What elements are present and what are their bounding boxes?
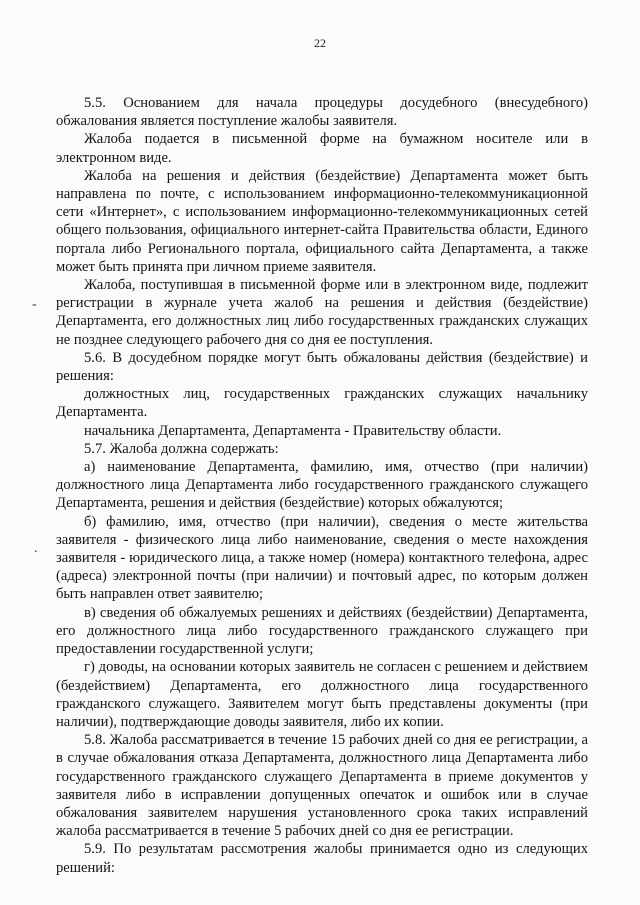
margin-dot-mark: . bbox=[34, 541, 38, 556]
paragraph-complaint-channels: Жалоба на решения и действия (бездействие) Департамента может быть направлена по почте, с использованием информационно-телекоммуникационной сети «Интернет», с использованием информационно-телекоммуникационных сетей общего пользования, официального интернет-сайта Правительства области, Единого портала либо Регионального портала, официального сайта Департамента, а также может быть принята при личном приеме заявителя. bbox=[56, 167, 588, 275]
margin-dash-mark: - bbox=[32, 297, 37, 312]
paragraph-5-7: 5.7. Жалоба должна содержать: bbox=[84, 440, 279, 457]
paragraph-complaint-form: Жалоба подается в письменной форме на бумажном носителе или в электронном виде. bbox=[56, 131, 588, 166]
paragraph-item-g: г) доводы, на основании которых заявитель не согласен с решением и действием (бездействием) Департамента, его должностного лица государственного гражданского служащего. Заявителем могут быть представлены документы (при наличии), подтверждающие доводы заявителя, либо их копии. bbox=[56, 659, 588, 730]
paragraph-5-6: 5.6. В досудебном порядке могут быть обжалованы действия (бездействие) и решения: bbox=[56, 349, 588, 385]
page-number: 22 bbox=[314, 36, 326, 50]
paragraph-item-b: б) фамилию, имя, отчество (при наличии), сведения о месте жительства заявителя - физического лица либо наименование, сведения о месте нахождения заявителя - юридического лица, а также номер (номера) контактного телефона, адрес (адреса) электронной почты (при наличии) и почтовый адрес, по которым должен быть направлен ответ заявителю; bbox=[56, 513, 588, 603]
paragraph-5-5: 5.5. Основанием для начала процедуры досудебного (внесудебного) обжалования является поступление жалобы заявителя. bbox=[56, 95, 588, 130]
paragraph-complaint-registration: Жалоба, поступившая в письменной форме или в электронном виде, подлежит регистрации в журнале учета жалоб на решения и действия (бездействие) Департамента, его должностных лиц либо государственных гражданских служащих не позднее следующего рабочего дня со дня ее поступления. bbox=[56, 277, 588, 348]
paragraph-officials-appeal: должностных лиц, государственных гражданских служащих начальнику Департамента. bbox=[56, 386, 588, 421]
paragraph-item-v: в) сведения об обжалуемых решениях и действиях (бездействии) Департамента, его должностного лица либо государственного гражданского служащего при предоставлении государственной услуги; bbox=[56, 604, 588, 658]
paragraph-5-9: 5.9. По результатам рассмотрения жалобы принимается одно из следующих решений: bbox=[56, 841, 588, 876]
document-body bbox=[56, 94, 588, 877]
paragraph-5-8: 5.8. Жалоба рассматривается в течение 15 рабочих дней со дня ее регистрации, а в случае обжалования отказа Департамента, должностного лица Департамента либо государственного гражданского служащего Департамента в приеме документов у заявителя либо в исправлении допущенных опечаток и ошибок или в случае обжалования заявителем нарушения установленного срока таких исправлений жалоба рассматривается в течение 5 рабочих дней со дня ее регистрации. bbox=[56, 732, 588, 840]
paragraph-item-a: а) наименование Департамента, фамилию, имя, отчество (при наличии) должностного лица Департамента либо государственного гражданского служащего Департамента, решения и действия (бездействие) которых обжалуются; bbox=[56, 459, 588, 512]
paragraph-head-appeal: начальника Департамента, Департамента - Правительству области. bbox=[84, 422, 502, 439]
